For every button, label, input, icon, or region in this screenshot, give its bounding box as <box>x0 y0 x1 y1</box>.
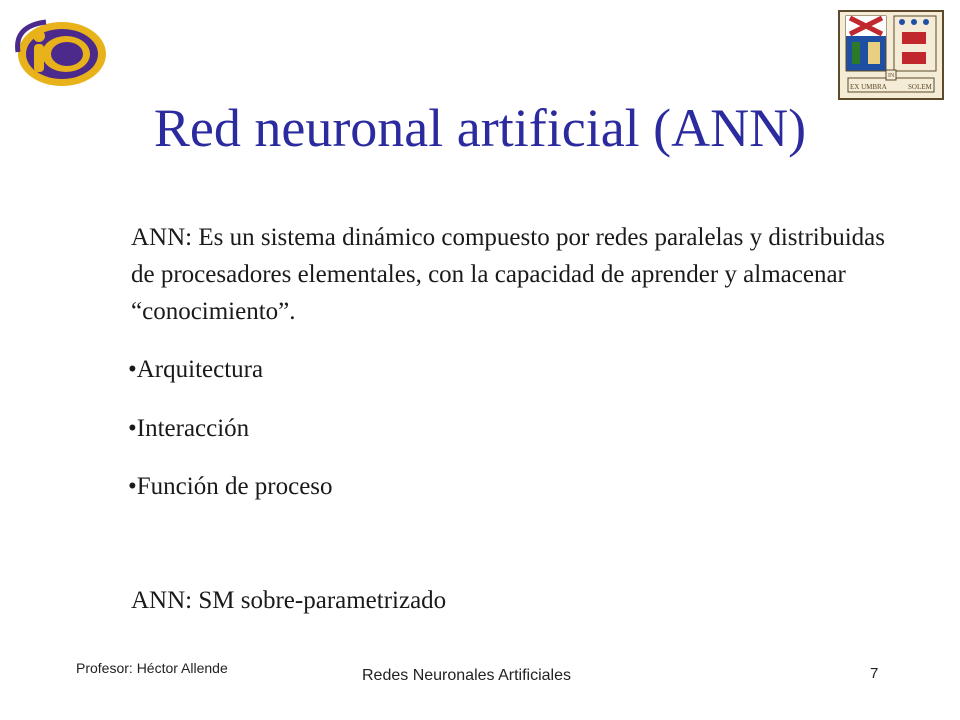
crest-motto-center: IN <box>888 73 895 79</box>
footer-author: Profesor: Héctor Allende <box>76 660 228 676</box>
di-logo-icon <box>10 14 110 94</box>
bullet-funcion-de-proceso: •Función de proceso <box>128 473 333 500</box>
page-number: 7 <box>870 665 879 682</box>
slide-title: Red neuronal artificial (ANN) <box>153 98 807 158</box>
intro-paragraph: ANN: Es un sistema dinámico compuesto por redes paralelas y distribuidas de procesadores elementales, con la capacidad de aprender y almacenar “conocimiento”. <box>131 224 886 325</box>
bullet-arquitectura: •Arquitectura <box>128 356 264 383</box>
closing-statement: ANN: SM sobre-parametrizado <box>131 587 447 614</box>
bullet-interaccion: •Interacción <box>128 415 250 442</box>
crest-motto-right: SOLEM <box>908 83 932 91</box>
crest-motto-left: EX UMBRA <box>850 83 887 91</box>
university-crest-icon <box>838 10 944 100</box>
footer-course: Redes Neuronales Artificiales <box>362 667 571 684</box>
